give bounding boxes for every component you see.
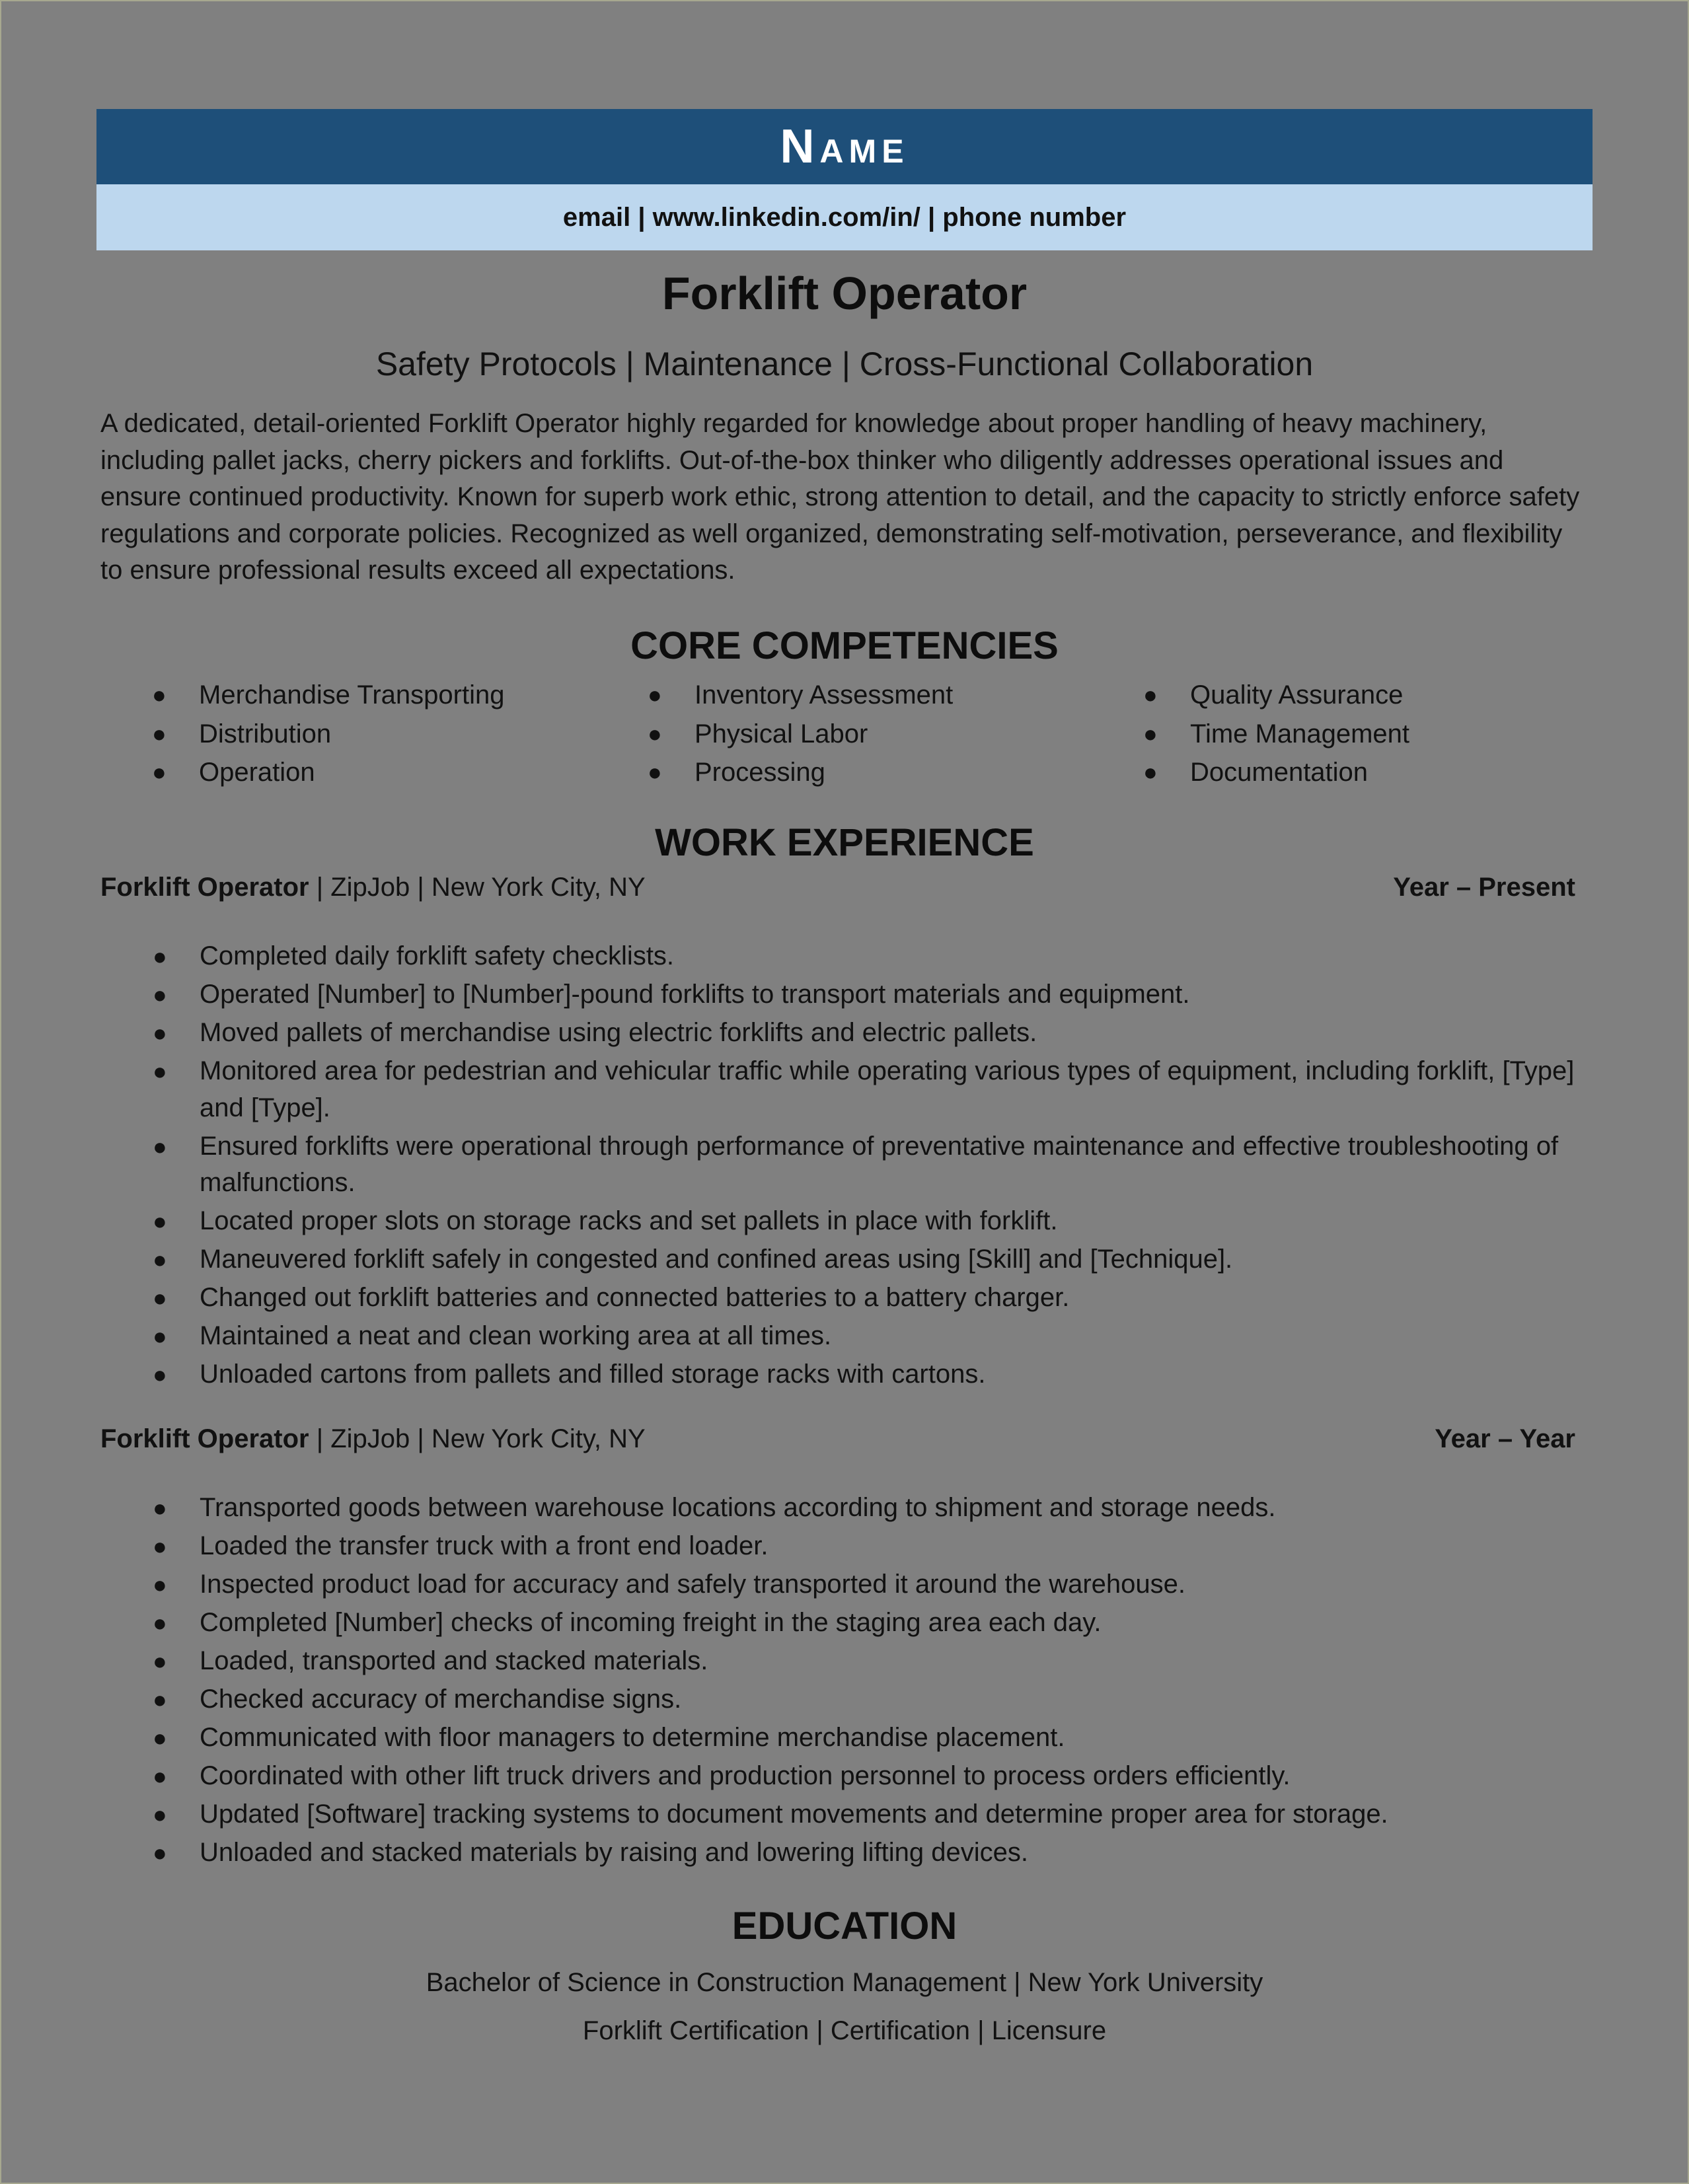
- competencies-column-2: [645, 676, 953, 792]
- list-item: ● Monitored area for pedestrian and vehicular traffic while operating various types of equipment, including forklift, [Type] and [Type].: [0, 1053, 1586, 1126]
- contact-banner: [96, 184, 1593, 250]
- bullet-icon: ●: [153, 1284, 167, 1311]
- competency-item: ● Time Management: [1141, 715, 1409, 754]
- list-item: ● Transported goods between warehouse locations according to shipment and storage needs.: [0, 1490, 1586, 1527]
- contact-info: email | www.linkedin.com/in/ | phone number: [562, 202, 1127, 232]
- resume-title: Forklift Operator: [661, 268, 1028, 319]
- job-details: | ZipJob | New York City, NY: [309, 1424, 646, 1453]
- bullet-icon: ●: [1143, 719, 1158, 747]
- bullet-icon: ●: [153, 1801, 167, 1828]
- bullet-icon: ●: [153, 1648, 167, 1675]
- bullet-icon: ●: [152, 758, 167, 785]
- competency-item: ● Merchandise Transporting: [149, 676, 504, 715]
- job-header-2: [100, 1424, 1575, 1454]
- core-competencies-heading: CORE COMPETENCIES: [630, 624, 1059, 667]
- competencies-column-3: [1141, 676, 1409, 792]
- bullet-icon: ●: [153, 1246, 167, 1273]
- list-item: ● Changed out forklift batteries and connected batteries to a battery charger.: [0, 1280, 1586, 1317]
- education-certification: Forklift Certification | Certification | Licensure: [582, 2016, 1107, 2045]
- competency-item: ● Operation: [149, 753, 504, 792]
- list-item: ● Completed daily forklift safety checklists.: [0, 938, 1586, 975]
- competency-item: ● Physical Labor: [645, 715, 953, 754]
- bullet-icon: ●: [648, 758, 662, 785]
- job-role: Forklift Operator: [100, 1424, 309, 1453]
- list-item: ● Communicated with floor managers to determine merchandise placement.: [0, 1720, 1586, 1757]
- bullet-icon: ●: [648, 681, 662, 708]
- bullet-icon: ●: [153, 1208, 167, 1235]
- list-item: ● Maneuvered forklift safely in congested and confined areas using [Skill] and [Technique].: [0, 1241, 1586, 1278]
- competency-item: ● Inventory Assessment: [645, 676, 953, 715]
- competencies-column-1: [149, 676, 504, 792]
- competency-item: ● Processing: [645, 753, 953, 792]
- name-banner: [96, 109, 1593, 184]
- professional-summary: A dedicated, detail-oriented Forklift Operator highly regarded for knowledge about proper handling of heavy machinery, including pallet jacks, cherry pickers and forklifts. Out-of-the-box thinker who diligently addresses operational issues and ensure continued productivity. Known for superb work ethic, strong attention to detail, and the capacity to strictly enforce safety regulations and corporate policies. Recognized as well organized, demonstrating self-motivation, perseverance, and flexibility to ensure professional results exceed all expectations.: [100, 409, 1580, 585]
- bullet-icon: ●: [153, 981, 167, 1008]
- bullet-icon: ●: [153, 1609, 167, 1636]
- bullet-icon: ●: [153, 1724, 167, 1751]
- education-degree: Bachelor of Science in Construction Management | New York University: [426, 1968, 1263, 1997]
- job-1-bullets: [0, 938, 1586, 1395]
- bullet-icon: ●: [153, 1494, 167, 1521]
- list-item: ● Moved pallets of merchandise using electric forklifts and electric pallets.: [0, 1015, 1586, 1052]
- education-heading: EDUCATION: [732, 1905, 957, 1947]
- list-item: ● Unloaded cartons from pallets and filled storage racks with cartons.: [0, 1356, 1586, 1393]
- competency-item: ● Quality Assurance: [1141, 676, 1409, 715]
- list-item: ● Loaded, transported and stacked materials.: [0, 1643, 1586, 1680]
- job-2-bullets: [0, 1490, 1586, 1873]
- candidate-name: Name: [780, 120, 909, 173]
- bullet-icon: ●: [152, 681, 167, 708]
- list-item: ● Completed [Number] checks of incoming freight in the staging area each day.: [0, 1605, 1586, 1642]
- bullet-icon: ●: [153, 1132, 167, 1160]
- work-experience-heading: WORK EXPERIENCE: [655, 821, 1034, 864]
- bullet-icon: ●: [153, 1839, 167, 1866]
- bullet-icon: ●: [153, 943, 167, 970]
- bullet-icon: ●: [153, 1686, 167, 1713]
- bullet-icon: ●: [153, 1571, 167, 1598]
- list-item: ● Maintained a neat and clean working area at all times.: [0, 1318, 1586, 1355]
- list-item: ● Inspected product load for accuracy and safely transported it around the warehouse.: [0, 1566, 1586, 1603]
- bullet-icon: ●: [153, 1533, 167, 1560]
- resume-subtitle: Safety Protocols | Maintenance | Cross-Functional Collaboration: [375, 346, 1314, 382]
- list-item: ● Loaded the transfer truck with a front end loader.: [0, 1528, 1586, 1565]
- bullet-icon: ●: [648, 719, 662, 747]
- competency-item: ● Distribution: [149, 715, 504, 754]
- list-item: ● Checked accuracy of merchandise signs.: [0, 1681, 1586, 1718]
- list-item: ● Unloaded and stacked materials by raising and lowering lifting devices.: [0, 1835, 1586, 1872]
- job-role: Forklift Operator: [100, 873, 309, 902]
- bullet-icon: ●: [152, 719, 167, 747]
- list-item: ● Coordinated with other lift truck drivers and production personnel to process orders efficiently.: [0, 1758, 1586, 1795]
- bullet-icon: ●: [153, 1323, 167, 1350]
- bullet-icon: ●: [153, 1019, 167, 1046]
- list-item: ● Updated [Software] tracking systems to document movements and determine proper area for storage.: [0, 1796, 1586, 1833]
- job-details: | ZipJob | New York City, NY: [309, 873, 646, 902]
- competency-item: ● Documentation: [1141, 753, 1409, 792]
- job-dates: Year – Present: [1393, 873, 1575, 902]
- list-item: ● Operated [Number] to [Number]-pound forklifts to transport materials and equipment.: [0, 976, 1586, 1013]
- list-item: ● Located proper slots on storage racks and set pallets in place with forklift.: [0, 1203, 1586, 1240]
- list-item: ● Ensured forklifts were operational through performance of preventative maintenance and effective troubleshooting of malfunctions.: [0, 1128, 1586, 1202]
- job-header-1: [100, 873, 1575, 902]
- bullet-icon: ●: [1143, 681, 1158, 708]
- bullet-icon: ●: [153, 1058, 167, 1085]
- bullet-icon: ●: [153, 1361, 167, 1388]
- job-dates: Year – Year: [1435, 1424, 1575, 1453]
- bullet-icon: ●: [1143, 758, 1158, 785]
- bullet-icon: ●: [153, 1763, 167, 1790]
